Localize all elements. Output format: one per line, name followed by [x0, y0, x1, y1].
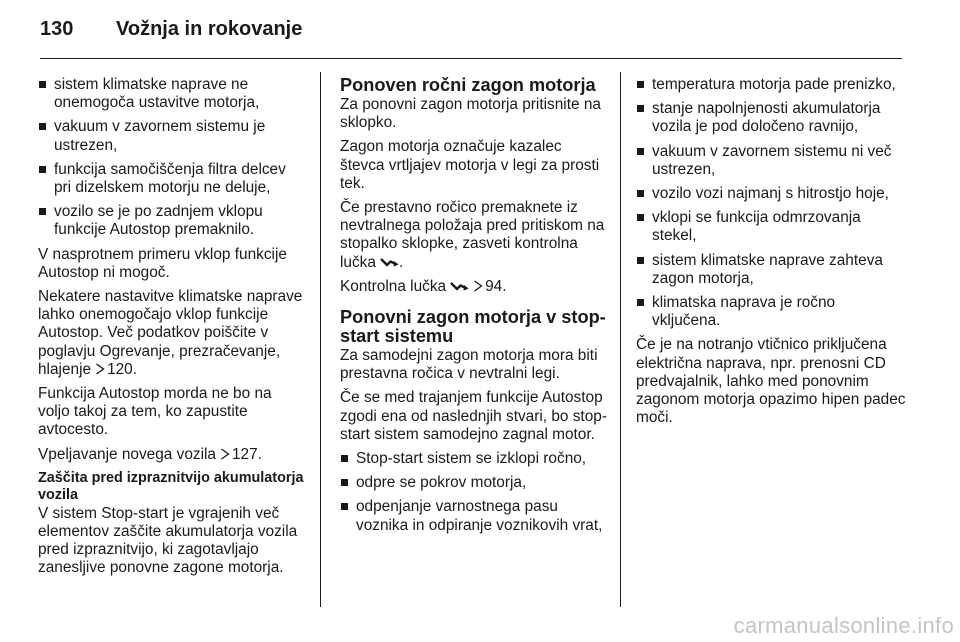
bullet-square-icon	[39, 208, 46, 215]
list-item-text: odpenjanje varnostnega pasu voznika in odpiranje voznikovih vrat,	[356, 498, 603, 534]
list-item	[636, 143, 906, 179]
list-item-text: vakuum v zavornem sistemu je ustrezen,	[54, 118, 266, 154]
paragraph	[38, 446, 306, 464]
shift-indicator-icon	[450, 280, 469, 292]
page-reference[interactable]: 127.	[231, 445, 262, 463]
list-item-text: vozilo se je po zadnjem vklopu funkcije Autostop premaknilo.	[54, 203, 263, 239]
page-number: 130	[40, 18, 74, 40]
paragraph: Zagon motorja označuje kazalec števca vrtljajev motorja v legi za prosti tek.	[340, 138, 600, 192]
list-item-text: Stop-start sistem se izklopi ročno,	[356, 450, 587, 468]
section-heading: Ponoven ročni zagon motorja	[340, 75, 596, 95]
list-item	[636, 100, 906, 136]
paragraph-text: Če prestavno ročico premaknete iz nevtralnega položaja pred pritiskom na stopalko sklopke, zasveti kontrolna lučka	[340, 199, 605, 271]
list-item	[340, 450, 608, 468]
list-item	[636, 209, 906, 245]
shift-indicator-icon	[380, 256, 399, 268]
page-reference-arrow-icon	[473, 280, 483, 292]
paragraph: Če je na notranjo vtičnico priključena električna naprava, npr. prenosni CD predvajalnik, lahko med ponovnim zagonom motorja opazimo hipen padec moči.	[636, 336, 906, 427]
list-item-text: temperatura motorja pade prenizko,	[652, 76, 896, 93]
paragraph: Če se med trajanjem funkcije Autostop zgodi ena od naslednjih stvari, bo stop-start sistem samodejno zagnal motor.	[340, 389, 607, 443]
list-item-text: sistem klimatske naprave ne onemogoča ustavitve motorja,	[54, 76, 260, 112]
paragraph	[340, 199, 608, 272]
paragraph: Za ponovni zagon motorja pritisnite na sklopko.	[340, 96, 601, 132]
watermark: carmanualsonline.info	[733, 613, 954, 638]
page-reference-arrow-icon	[220, 448, 230, 460]
page-header	[40, 18, 902, 48]
bullet-square-icon	[39, 123, 46, 130]
list-item-text: stanje napolnjenosti akumulatorja vozila je pod določeno ravnijo,	[652, 100, 881, 136]
column-divider	[620, 72, 621, 607]
column-right	[636, 76, 906, 433]
paragraph: V nasprotnem primeru vklop funkcije Autostop ni mogoč.	[38, 245, 287, 281]
bullet-square-icon	[341, 455, 348, 462]
list-item	[636, 185, 906, 203]
list-item	[38, 161, 306, 197]
section-heading: Ponovni zagon motorja v stop-start sistemu	[340, 307, 606, 347]
list-item	[636, 76, 906, 94]
list-item	[636, 252, 906, 288]
list-item-text: vozilo vozi najmanj s hitrostjo hoje,	[652, 185, 889, 203]
list-item	[38, 203, 306, 239]
list-item-text: sistem klimatske naprave zahteva zagon motorja,	[652, 251, 883, 287]
list-item-text: funkcija samočiščenja filtra delcev pri dizelskem motorju ne deluje,	[54, 160, 286, 197]
list-item	[340, 498, 608, 534]
paragraph: Za samodejni zagon motorja mora biti prestavna ročica v nevtralni legi.	[340, 347, 598, 383]
list-item-text: vakuum v zavornem sistemu ni več ustrezen,	[652, 142, 892, 178]
paragraph: Funkcija Autostop morda ne bo na voljo takoj za tem, ko zapustite avtocesto.	[38, 385, 272, 439]
page-reference-arrow-icon	[95, 363, 105, 375]
bullet-square-icon	[341, 503, 348, 510]
bullet-square-icon	[637, 214, 644, 221]
bullet-square-icon	[39, 166, 46, 173]
header-rule	[40, 58, 902, 59]
list-item	[636, 294, 906, 330]
page-reference[interactable]: 94.	[485, 277, 507, 295]
list-item-text: vklopi se funkcija odmrzovanja stekel,	[652, 209, 861, 245]
chapter-title: Vožnja in rokovanje	[116, 18, 303, 40]
list-item-text: odpre se pokrov motorja,	[356, 474, 527, 492]
subheading: Zaščita pred izpraznitvijo akumulatorja vozila	[38, 469, 304, 503]
column-middle	[340, 76, 608, 541]
paragraph-text: .	[398, 253, 404, 271]
bullet-square-icon	[637, 190, 644, 197]
paragraph-text: Vpeljavanje novega vozila	[38, 445, 216, 463]
list-item	[38, 76, 306, 112]
list-item	[340, 474, 608, 492]
bullet-square-icon	[341, 479, 348, 486]
paragraph	[340, 278, 608, 296]
bullet-square-icon	[637, 257, 644, 264]
bullet-square-icon	[637, 148, 644, 155]
list-item-text: klimatska naprava je ročno vključena.	[652, 294, 836, 330]
bullet-square-icon	[637, 81, 644, 88]
bullet-square-icon	[637, 105, 644, 112]
paragraph-text: Kontrolna lučka	[340, 277, 447, 295]
paragraph: V sistem Stop-start je vgrajenih več elementov zaščite akumulatorja vozila pred izpraznitvijo, ki zagotavljajo zanesljive ponovne zagone motorja.	[38, 504, 298, 577]
bullet-square-icon	[637, 299, 644, 306]
paragraph	[38, 288, 306, 379]
page-reference[interactable]: 120.	[107, 360, 138, 378]
column-left	[38, 76, 306, 584]
list-item	[38, 118, 306, 154]
paragraph-text: Nekatere nastavitve klimatske naprave lahko onemogočajo vklop funkcije Autostop. Več podatkov poiščite v poglavju Ogrevanje, prezračevanje, hlajenje	[38, 288, 303, 378]
bullet-square-icon	[39, 81, 46, 88]
column-divider	[320, 72, 321, 607]
